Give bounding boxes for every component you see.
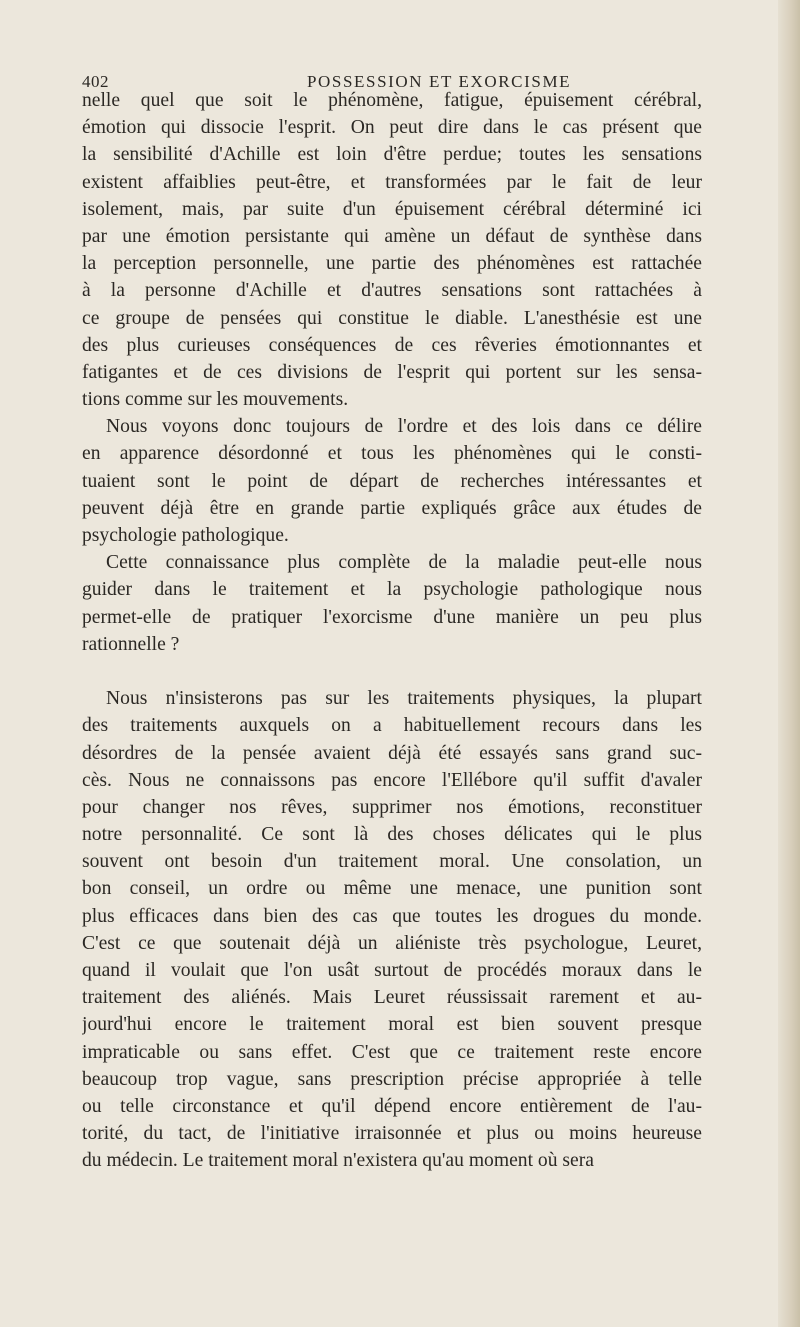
text-line: jourd'hui encore le traitement moral est bien souvent presque xyxy=(82,1014,702,1036)
text-line: des plus curieuses conséquences de ces rêveries émotionnantes et xyxy=(82,334,702,356)
paragraph xyxy=(82,87,702,413)
text-line: émotion qui dissocie l'esprit. On peut dire dans le cas présent que xyxy=(82,117,702,139)
text-line: la perception personnelle, une partie des phénomènes est rattachée xyxy=(82,253,702,275)
text-line: torité, du tact, de l'initiative irraisonnée et plus ou moins heureuse xyxy=(82,1123,702,1145)
text-line: peuvent déjà être en grande partie expliqués grâce aux études de xyxy=(82,497,702,519)
text-line: du médecin. Le traitement moral n'existera qu'au moment où sera xyxy=(82,1150,594,1172)
text-line: Cette connaissance plus complète de la maladie peut-elle nous xyxy=(106,552,702,574)
running-title: POSSESSION ET EXORCISME xyxy=(307,72,572,91)
text-line: des traitements auxquels on a habituellement recours dans les xyxy=(82,715,702,737)
text-line: existent affaiblies peut-être, et transformées par le fait de leur xyxy=(82,171,702,193)
text-line: guider dans le traitement et la psychologie pathologique nous xyxy=(82,579,702,601)
text-line: nelle quel que soit le phénomène, fatigue, épuisement cérébral, xyxy=(82,90,702,111)
text-line: quand il voulait que l'on usât surtout de procédés moraux dans le xyxy=(82,960,702,981)
paragraph xyxy=(82,685,702,1174)
text-line: pour changer nos rêves, supprimer nos émotions, reconstituer xyxy=(82,796,702,818)
text-line: par une émotion persistante qui amène un défaut de synthèse dans xyxy=(82,225,702,247)
body-text xyxy=(82,87,702,1175)
paragraph xyxy=(82,549,702,658)
text-line: traitement des aliénés. Mais Leuret réussissait rarement et au- xyxy=(82,987,702,1009)
text-line: cès. Nous ne connaissons pas encore l'Ellébore qu'il suffit d'avaler xyxy=(82,769,702,791)
text-line: isolement, mais, par suite d'un épuisement cérébral déterminé ici xyxy=(82,198,702,220)
paragraph-gap xyxy=(82,658,702,685)
page-edge-shadow xyxy=(778,0,800,1327)
text-line: impraticable ou sans effet. C'est que ce traitement reste encore xyxy=(82,1041,702,1063)
text-line: souvent ont besoin d'un traitement moral. Une consolation, un xyxy=(82,851,702,873)
text-line: Nous n'insisterons pas sur les traitements physiques, la plupart xyxy=(106,688,702,710)
text-line: ou telle circonstance et qu'il dépend encore entièrement de l'au- xyxy=(82,1095,702,1117)
text-line: Nous voyons donc toujours de l'ordre et des lois dans ce délire xyxy=(106,416,702,438)
text-line: C'est ce que soutenait déjà un aliéniste très psychologue, Leuret, xyxy=(82,932,702,954)
text-line: tions comme sur les mouvements. xyxy=(82,389,349,411)
text-line: fatigantes et de ces divisions de l'esprit qui portent sur les sensa- xyxy=(82,361,702,383)
text-line: la sensibilité d'Achille est loin d'être perdue; toutes les sensations xyxy=(82,144,702,166)
text-line: beaucoup trop vague, sans prescription précise appropriée à telle xyxy=(82,1068,702,1090)
text-line: permet-elle de pratiquer l'exorcisme d'une manière un peu plus xyxy=(82,606,702,628)
text-line: tuaient sont le point de départ de recherches intéressantes et xyxy=(82,470,702,492)
paragraph xyxy=(82,413,702,549)
text-line: ce groupe de pensées qui constitue le diable. L'anesthésie est une xyxy=(82,307,702,329)
page-number: 402 xyxy=(82,72,109,91)
text-line: à la personne d'Achille et d'autres sensations sont rattachées à xyxy=(82,280,702,302)
text-line: rationnelle ? xyxy=(82,633,180,655)
text-line: en apparence désordonné et tous les phénomènes qui le consti- xyxy=(82,443,702,465)
text-line: notre personnalité. Ce sont là des choses délicates qui le plus xyxy=(82,824,702,846)
text-line: plus efficaces dans bien des cas que toutes les drogues du monde. xyxy=(82,905,702,927)
text-line: psychologie pathologique. xyxy=(82,525,289,546)
text-line: désordres de la pensée avaient déjà été essayés sans grand suc- xyxy=(82,742,702,764)
text-line: bon conseil, un ordre ou même une menace, une punition sont xyxy=(82,878,702,900)
